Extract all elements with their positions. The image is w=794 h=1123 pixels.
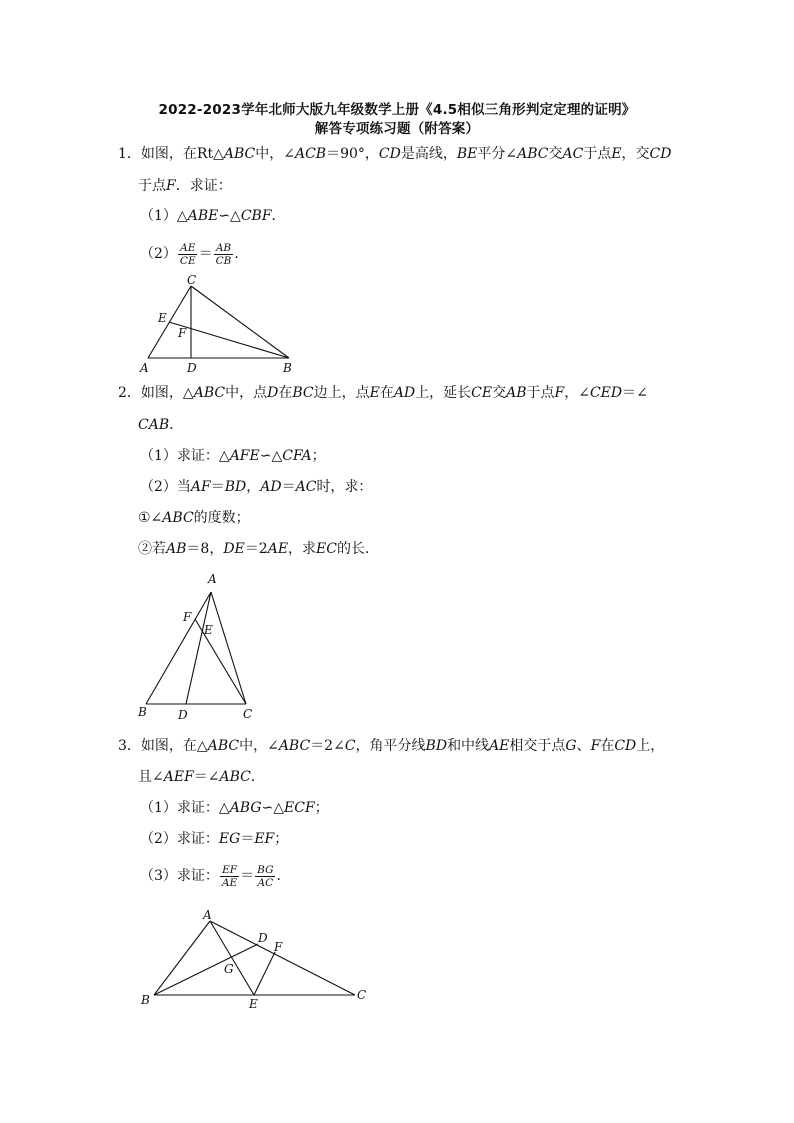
q3-label-b: B — [141, 993, 150, 1007]
q1-var: ABC — [223, 146, 256, 162]
q2-var: AF — [190, 479, 211, 495]
q3-text: ，角平分线 — [355, 738, 426, 754]
q3-var: ABC — [278, 738, 311, 754]
q1-var: ABC — [517, 146, 549, 162]
q1-var: E — [611, 146, 622, 162]
q1-label-c: C — [187, 273, 197, 287]
q1-var: ABE — [187, 208, 219, 224]
q1-text: 中，∠ — [255, 146, 295, 162]
fraction-numerator: EF — [222, 863, 238, 876]
q2-var: E — [369, 385, 380, 401]
q1-var: CD — [378, 146, 401, 162]
q2-text: 中，点 — [225, 385, 268, 401]
q2-var: AD — [393, 385, 416, 401]
q3-var: ABC — [219, 769, 251, 785]
q3-text: （3）求证： — [140, 868, 219, 884]
q1-label-b: B — [283, 361, 292, 375]
q1-text: 于点 — [138, 178, 166, 194]
q1-part2-number: （2） — [140, 246, 177, 262]
q2-label-f: F — [183, 610, 192, 624]
q3-number: 3． — [118, 738, 141, 754]
q2-text: 于点 — [526, 385, 555, 401]
q3-var: C — [344, 738, 356, 754]
q3-text: ； — [314, 800, 329, 816]
q1-var: CD — [649, 146, 672, 162]
q2-text: ， — [246, 479, 261, 495]
q3-text: ＝ — [240, 868, 255, 884]
fraction-numerator: AB — [215, 241, 232, 254]
q3-text: ． — [276, 868, 291, 884]
q2-var: D — [267, 385, 279, 401]
q2-text: （2）当 — [140, 479, 191, 495]
q2-text: 边上，点 — [313, 385, 370, 401]
q1-var: ACB — [294, 146, 327, 162]
q2-var: ABC — [193, 385, 226, 401]
q2-var: AD — [260, 479, 282, 495]
q1-text: 交 — [548, 146, 563, 162]
q2-text: ＝8， — [186, 541, 224, 557]
q1-var: BE — [456, 146, 478, 162]
q2-var: AB — [166, 541, 187, 557]
q3-var: EG — [218, 831, 241, 847]
q2-text: ②若 — [138, 541, 166, 557]
fraction-denominator: AE — [221, 876, 238, 889]
fraction-denominator: CE — [179, 254, 196, 267]
q2-var: AE — [267, 541, 289, 557]
q2-var: EC — [316, 541, 337, 557]
q1-text: 平分∠ — [477, 146, 518, 162]
q2-label-b: B — [138, 705, 147, 719]
q3-var: BD — [425, 738, 448, 754]
q2-var: AFE — [229, 448, 260, 464]
q2-text: ①∠ — [138, 510, 163, 526]
q2-var: DE — [223, 541, 245, 557]
q3-text: 如图，在△ — [140, 738, 208, 754]
q1-text: ∽△ — [218, 208, 241, 224]
q3-var: ABG — [229, 800, 262, 816]
q2-text: 上，延长 — [415, 385, 472, 401]
q3-text: 在 — [600, 738, 615, 754]
q2-var: CAB — [138, 417, 170, 433]
q3-text: ＝2∠ — [310, 738, 345, 754]
q2-text: 的度数； — [193, 510, 250, 526]
q1-var: F — [166, 178, 176, 194]
q3-var: CD — [614, 738, 637, 754]
q2-text: （1）求证：△ — [140, 448, 230, 464]
q2-label-e: E — [204, 623, 213, 637]
q2-var: CFA — [282, 448, 312, 464]
fraction-denominator: CB — [215, 254, 232, 267]
q3-segment-bd — [154, 944, 258, 995]
q3-text: （1）求证：△ — [140, 800, 230, 816]
q2-text: ，∠ — [564, 385, 590, 401]
q3-text: 、 — [576, 738, 591, 754]
q3-text: 中，∠ — [239, 738, 279, 754]
q2-text: 在 — [379, 385, 394, 401]
q3-var: AEF — [163, 769, 194, 785]
q3-var: EF — [254, 831, 275, 847]
q2-text: ∽△ — [259, 448, 283, 464]
q1-text: △ — [176, 208, 188, 224]
q1-text: ． — [234, 246, 249, 262]
q3-text: 相交于点 — [509, 738, 566, 754]
q1-label-d: D — [187, 361, 197, 375]
q3-segment-ab — [154, 921, 210, 995]
q2-label-d: D — [178, 708, 188, 722]
q3-text: ． — [250, 769, 265, 785]
q1-text: 于点 — [583, 146, 612, 162]
q1-text: ＝ — [198, 246, 213, 262]
fraction-numerator: AE — [180, 241, 196, 254]
fraction-numerator: BG — [257, 863, 274, 876]
q2-text: ＝∠ — [622, 385, 648, 401]
q3-label-g: G — [224, 962, 234, 976]
q2-text: ＝2 — [244, 541, 268, 557]
q3-text: ∽△ — [261, 800, 285, 816]
q3-label-e: E — [249, 997, 258, 1011]
q3-text: 上， — [636, 738, 665, 754]
q3-segment-ef — [254, 952, 275, 995]
q2-var: ABC — [162, 510, 194, 526]
q2-label-c: C — [243, 707, 253, 721]
q2-text: ＝ — [210, 479, 225, 495]
q2-text: 的长． — [336, 541, 379, 557]
q3-var: G — [565, 738, 577, 754]
q2-text: 时，求： — [316, 479, 373, 495]
q2-var: AB — [506, 385, 527, 401]
q2-var: AC — [295, 479, 317, 495]
q3-label-f: F — [274, 940, 283, 954]
q2-var: BD — [224, 479, 247, 495]
q3-var: ECF — [284, 800, 315, 816]
q3-var: AE — [489, 738, 510, 754]
q2-var: BC — [292, 385, 314, 401]
q1-text: ．求证： — [175, 178, 232, 194]
q1-text: ，交 — [621, 146, 650, 162]
q3-label-d: D — [258, 931, 268, 945]
q3-text: ＝∠ — [193, 769, 220, 785]
q2-text: ，求 — [288, 541, 317, 557]
q2-label-a: A — [208, 572, 217, 586]
q2-number: 2． — [118, 385, 141, 401]
q1-var: CBF — [240, 208, 272, 224]
q1-text: 是高线， — [400, 146, 457, 162]
q1-text: ＝90°， — [326, 146, 379, 162]
document-title-line2: 解答专项练习题（附答案） — [314, 121, 480, 137]
q3-text: ＝ — [240, 831, 255, 847]
q3-text: ； — [274, 831, 289, 847]
q3-var: F — [590, 738, 601, 754]
q2-text: ； — [311, 448, 326, 464]
q3-label-a: A — [203, 908, 212, 922]
document-title-line1: 2022-2023学年北师大版九年级数学上册《4.5相似三角形判定定理的证明》 — [158, 102, 636, 118]
q3-label-c: C — [357, 988, 367, 1002]
q3-text: 且∠ — [138, 769, 164, 785]
q2-var: CE — [471, 385, 493, 401]
fraction-denominator: AC — [257, 876, 274, 889]
q3-text: 和中线 — [447, 738, 490, 754]
q2-var: CED — [589, 385, 623, 401]
q2-text: 交 — [492, 385, 507, 401]
q1-number: 1． — [118, 146, 141, 162]
q3-var: ABC — [207, 738, 240, 754]
q2-text: 在 — [278, 385, 293, 401]
q3-text: （2）求证： — [140, 831, 219, 847]
q1-text: 如图，在Rt△ — [140, 146, 224, 162]
q1-part1-number: （1） — [140, 208, 177, 224]
q1-label-f: F — [178, 326, 187, 340]
q2-text: ． — [169, 417, 184, 433]
q2-text: 如图，△ — [140, 385, 194, 401]
q1-label-e: E — [158, 311, 167, 325]
q1-var: AC — [562, 146, 584, 162]
q1-text: ． — [271, 208, 286, 224]
q2-var: F — [554, 385, 565, 401]
q2-text: ＝ — [281, 479, 296, 495]
q1-label-a: A — [140, 361, 149, 375]
